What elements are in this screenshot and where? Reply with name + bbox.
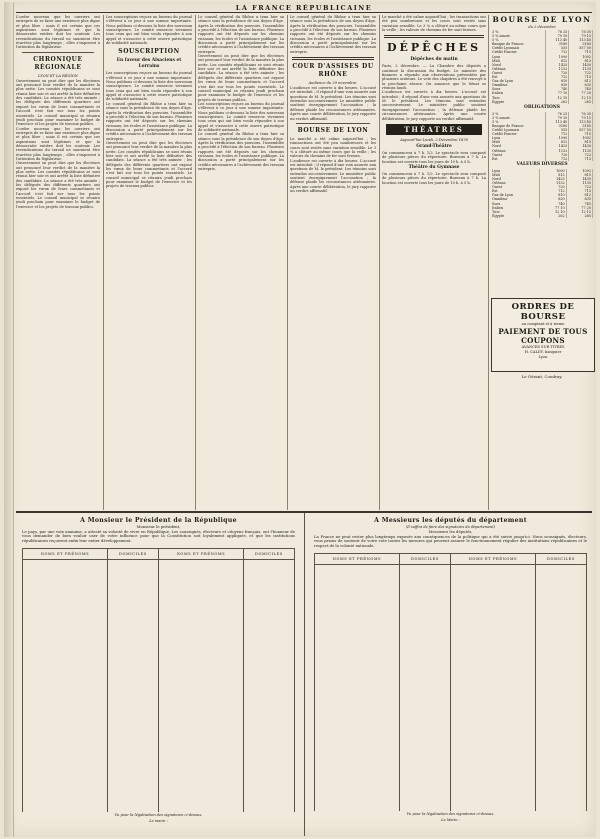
masthead-rule xyxy=(16,12,592,13)
bourse-cell-label: Est xyxy=(491,189,540,193)
signature-cell[interactable] xyxy=(450,564,535,811)
bourse-row xyxy=(491,100,593,104)
bourse-cell-value: 1430 xyxy=(569,63,593,67)
column-3 xyxy=(198,15,284,510)
ordres-paiement: PAIEMENT DE TOUS COUPONS xyxy=(498,327,588,345)
bourse-cell-value: 76 25 xyxy=(545,30,569,34)
column-rule xyxy=(488,15,489,510)
section-chronique-regionale: CHRONIQUE RÉGIONALE xyxy=(33,55,83,71)
column-4-body: L'audience est ouverte à dix heures. L'accusé est introduit ; il répond d'une voix assurée aux questions de M. le président. Les témoins sont entendus successivement. Le ministère public soutient énergiquement l'accusation ; la défense plaide les circonstances atténuantes. Après une courte délibération, le jury rapporte un verdict affirmatif. xyxy=(290,86,376,121)
bourse-cell-value: 1132 xyxy=(545,149,569,153)
bourse-cell-label: Orléans xyxy=(491,67,545,71)
bourse-cell-value: 812 xyxy=(545,59,569,63)
bourse-cell-label: Midi xyxy=(491,59,545,63)
divider xyxy=(384,35,484,38)
bourse-cell-value: 1135 xyxy=(569,67,593,71)
bourse-cell-value: 1090 xyxy=(540,169,566,173)
bourse-cell-value: 79 15 xyxy=(569,116,593,120)
bourse-cell-label: Nord xyxy=(491,63,545,67)
bourse-cell-value: 715 xyxy=(569,132,593,136)
bourse-cell-value: 77 10 xyxy=(545,91,569,95)
petition-president-title: A Monsieur le Président de la République xyxy=(80,517,237,524)
col-header: NOMS ET PRÉNOMS xyxy=(23,548,108,559)
bourse-cell-value: 12 10 xyxy=(545,96,569,100)
divider xyxy=(296,123,370,124)
bourse-row xyxy=(491,157,593,161)
bourse-cell-label: Midi xyxy=(491,140,545,144)
ordres-avances: AVANCES SUR TITRES xyxy=(521,345,565,349)
bourse-cell-value: 1135 xyxy=(566,181,592,185)
bourse-cell-value: 262 xyxy=(540,214,566,218)
signature-table xyxy=(22,548,295,812)
column-1-body-cont2: Ouvertement on peut dire que les électeurs ont prononcé leur verdict de la manière la plus nette. Les comités républicains se sont réunis hier soir et ont arrêté la liste définitive des candidats. La séance a été très animée ; les délégués des différents quartiers ont exposé les vœux de leurs commettants et l'accord s'est fait sur tous les points essentiels. Le conseil municipal se réunira jeudi prochain pour examiner le budget de l'exercice et les projets de travaux publics. xyxy=(16,161,100,209)
signature-cell[interactable] xyxy=(158,559,243,812)
bourse-cell-value: 1090 xyxy=(545,136,569,140)
bourse-cell-value: 12 10 xyxy=(540,210,566,214)
bourse-cell-value: 12 15 xyxy=(566,210,592,214)
bourse-cell-value: 113 45 xyxy=(569,120,593,124)
bourse-cell-value: 79 10 xyxy=(545,34,569,38)
section-theatres: THÉATRES xyxy=(386,124,482,135)
bourse-cell-value: 1092 xyxy=(569,55,593,59)
section-cour-assises: COUR D'ASSISES DU RHÔNE xyxy=(292,63,374,79)
bourse-lyon-body: Le marché a été calme aujourd'hui ; les transactions ont été peu nombreuses et les cours sont restés sans variation sensible. Le 3 % a clôturé au même cours que la veille ; les valeurs de chemins de fer sont fermes. xyxy=(290,136,376,159)
ordres-de-bourse-ad xyxy=(491,298,595,372)
bourse-cell-value: 1425 xyxy=(545,63,569,67)
bourse-cell-label: Italien xyxy=(491,91,545,95)
bourse-cell-value: 715 xyxy=(569,75,593,79)
theatre-grand-theatre: Grand-Théâtre xyxy=(416,143,452,149)
ordres-banker: H. CALDY, banquier xyxy=(524,350,562,354)
bourse-cell-value: 77 20 xyxy=(569,91,593,95)
column-rule xyxy=(379,15,380,510)
ordres-address: Lyon xyxy=(538,354,548,359)
bourse-title: BOURSE DE LYON xyxy=(492,15,592,24)
column-1-body-cont: L'ordre nouveau que les ouvriers ont entrepris de se faire une existence plus digne et plus libre ; mais il est certain que ces aspirations sont légitimes et que la démocratie entière doit les soutenir. Les revendications du travail ne sauraient être écartées plus longtemps ; elles s'imposent à l'attention du législateur. xyxy=(16,126,100,161)
column-1 xyxy=(16,15,100,510)
bourse-cell-value: 79 15 xyxy=(569,34,593,38)
bourse-cell-value: 740 xyxy=(545,87,569,91)
bourse-cell-label: Crédit Lyonnais xyxy=(491,46,545,50)
bourse-cell-value: 265 xyxy=(566,214,592,218)
signature-cell[interactable] xyxy=(107,559,158,812)
depeches-body: Paris, 2 décembre. — La Chambre des députés a continué la discussion du budget. Le ministre des finances a répondu aux observations présentées par plusieurs orateurs. Le vote des chapitres a été renvoyé à la prochaine séance. On annonce que le Sénat se réunira lundi. xyxy=(382,64,486,91)
bourse-cell-value: 815 xyxy=(569,59,593,63)
column-2-body-cont2: Le conseil général du Rhône a tenu hier sa séance sous la présidence de son doyen d'âge. Après la vérification des pouvoirs, l'assemblée a procédé à l'élection de son bureau. Plusieurs rapports ont été déposés sur les chemins vicinaux, les écoles et l'assistance publique. La discussion a porté principalement sur les crédits nécessaires à l'achèvement des travaux entrepris. xyxy=(106,101,192,141)
column-5 xyxy=(382,15,486,510)
bourse-cell-value: 555 xyxy=(545,128,569,132)
petition-president xyxy=(16,516,301,834)
bourse-cell-value: 810 xyxy=(540,193,566,197)
col-header: DOMICILES xyxy=(399,553,450,564)
bourse-cell-label: Est xyxy=(491,157,545,161)
bourse-cell-label: Lyon xyxy=(491,136,545,140)
depeches-body-cont: L'audience est ouverte à dix heures. L'accusé est introduit ; il répond d'une voix assurée aux questions de M. le président. Les témoins sont entendus successivement. Le ministère public soutient énergiquement l'accusation ; la défense plaide les circonstances atténuantes. Après une courte délibération, le jury rapporte un verdict affirmatif. xyxy=(382,90,486,121)
bourse-cell-label: Lyon xyxy=(491,169,540,173)
bourse-cell-value: 815 xyxy=(566,173,592,177)
signature-cell[interactable] xyxy=(23,559,108,812)
depeches-subtitle: Dépêches du matin xyxy=(410,57,458,63)
bourse-cell-label: Banque de France xyxy=(491,124,545,128)
maire-label: Le Maire : xyxy=(441,817,460,822)
section-souscription: SOUSCRIPTION xyxy=(118,48,180,56)
legalisation-note: Vu pour la légalisation des signatures ci-dessus. xyxy=(406,811,495,816)
gerant-signature: Le Gérant, Coudray. xyxy=(521,374,563,379)
bourse-cell-value: 712 xyxy=(540,189,566,193)
theatre-gymnase: Théâtre du Gymnase xyxy=(408,164,460,170)
petition-deputes-body: La France ne peut rester plus longtemps exposée aux conséquences de la politique qui a été suivie jusqu'ici. Nous soussignés, électeurs, vous prions de soutenir de votre vote toutes les mesures qui peuvent assurer le fonctionnement régulier des institutions républicaines et le respect de la volonté nationale. xyxy=(314,533,587,549)
bourse-cell-label: Orléans xyxy=(491,149,545,153)
ordres-title: ORDRES DE BOURSE xyxy=(511,302,575,322)
bourse-cell-value: 557 50 xyxy=(569,46,593,50)
bourse-cell-label: Gaz de Lyon xyxy=(491,79,545,83)
bourse-table-2 xyxy=(491,112,593,161)
bourse-cell-value: 745 xyxy=(569,87,593,91)
bourse-cell-value: 1132 xyxy=(540,181,566,185)
column-3-body-cont3: Le conseil général du Rhône a tenu hier sa séance sous la présidence de son doyen d'âge. Après la vérification des pouvoirs, l'assemblée a procédé à l'élection de son bureau. Plusieurs rapports ont été déposés sur les chemins vicinaux, les écoles et l'assistance publique. La discussion a porté principalement sur les crédits nécessaires à l'achèvement des travaux entrepris. xyxy=(198,132,284,172)
bourse-cell-value: 77 10 xyxy=(540,206,566,210)
bourse-cell-label: Banque de France xyxy=(491,42,545,46)
theatres-date: Aujourd'hui Lundi, 2 Décembre 1878 xyxy=(400,137,468,142)
column-4-intro: Le conseil général du Rhône a tenu hier sa séance sous la présidence de son doyen d'âge. Après la vérification des pouvoirs, l'assemblée a procédé à l'élection de son bureau. Plusieurs rapports ont été déposés sur les chemins vicinaux, les écoles et l'assistance publique. La discussion a porté principalement sur les crédits nécessaires à l'achèvement des travaux entrepris. xyxy=(290,15,376,54)
bourse-cell-value: 1430 xyxy=(566,177,592,181)
bourse-cell-value: 715 xyxy=(569,50,593,54)
bourse-cell-value: 265 xyxy=(569,100,593,104)
bourse-cell-value: 1092 xyxy=(566,169,592,173)
bourse-cell-value: 76 25 xyxy=(545,112,569,116)
bourse-cell-value: 1425 xyxy=(540,177,566,181)
column-4-body-cont: L'audience est ouverte à dix heures. L'accusé est introduit ; il répond d'une voix assurée aux questions de M. le président. Les témoins sont entendus successivement. Le ministère public soutient énergiquement l'accusation ; la défense plaide les circonstances atténuantes. Après une courte délibération, le jury rapporte un verdict affirmatif. xyxy=(290,158,376,193)
section-subtitle: LYON ET LA RÉGION xyxy=(38,73,78,78)
bourse-cell-value: 745 xyxy=(566,202,592,206)
column-5-intro: Le marché a été calme aujourd'hui ; les transactions ont été peu nombreuses et les cours sont restés sans variation sensible. Le 3 % a clôturé au même cours que la veille ; les valeurs de chemins de fer sont fermes. xyxy=(382,15,486,33)
column-4 xyxy=(290,15,376,510)
bourse-cell-label: Orléans xyxy=(491,181,540,185)
bourse-cell-value: 76 30 xyxy=(569,30,593,34)
bourse-table xyxy=(491,30,593,104)
bourse-cell-value: 1430 xyxy=(569,144,593,148)
column-rule xyxy=(103,15,104,510)
bourse-obligations-title: OBLIGATIONS xyxy=(524,104,560,110)
section-bourse-lyon: BOURSE DE LYON xyxy=(297,126,369,134)
col-header: DOMICILES xyxy=(107,548,158,559)
bourse-cell-value: 113 45 xyxy=(569,38,593,42)
bourse-cell-label: Omnibus xyxy=(491,83,545,87)
signature-cell[interactable] xyxy=(399,564,450,811)
bourse-cell-label: Nord xyxy=(491,177,540,181)
bourse-cell-value: 1092 xyxy=(569,136,593,140)
bourse-cell-value: 1132 xyxy=(545,67,569,71)
souscription-subtitle: En faveur des Alsaciens et Lorrains xyxy=(116,58,182,70)
column-1-intro: L'ordre nouveau que les ouvriers ont entrepris de se faire une existence plus digne et plus libre ; mais il est certain que ces aspirations sont légitimes et que la démocratie entière doit les soutenir. Les revendications du travail ne sauraient être écartées plus longtemps ; elles s'imposent à l'attention du législateur. xyxy=(16,15,100,50)
column-3-body-cont2: Les souscriptions reçues au bureau du journal s'élèvent à ce jour à une somme importante. Nous publions ci-dessous la liste des nouveaux souscripteurs. Le comité remercie vivement tous ceux qui ont bien voulu répondre à son appel et s'associer à cette œuvre patriotique de solidarité nationale. xyxy=(198,101,284,132)
signature-cell[interactable] xyxy=(315,564,400,811)
theatre-body: On commencera à 7 h. 1/2. Le spectacle sera composé de plusieurs pièces du répertoire. Bureaux à 7 h. La location est ouverte tous les jours de 10 h. à 5 h. xyxy=(382,150,486,164)
bourse-cell-value: 555 xyxy=(545,46,569,50)
bourse-cell-value: 810 xyxy=(545,79,569,83)
signature-cell[interactable] xyxy=(535,564,586,811)
bourse-cell-label: 3 % xyxy=(491,30,545,34)
bourse-cell-value: 1425 xyxy=(545,144,569,148)
newspaper-page xyxy=(4,2,596,837)
column-rule xyxy=(287,15,288,510)
bourse-cell-value: 722 xyxy=(569,153,593,157)
bourse-cell-label: Crédit Lyonnais xyxy=(491,128,545,132)
bourse-cell-value: 830 xyxy=(540,197,566,201)
col-header: DOMICILES xyxy=(535,553,586,564)
column-3-body-cont: Ouvertement on peut dire que les électeurs ont prononcé leur verdict de la manière la plus nette. Les comités républicains se sont réunis hier soir et ont arrêté la liste définitive des candidats. La séance a été très animée ; les délégués des différents quartiers ont exposé les vœux de leurs commettants et l'accord s'est fait sur tous les points essentiels. Le conseil municipal se réunira jeudi prochain pour examiner le budget de l'exercice et les projets de travaux publics. xyxy=(198,54,284,102)
bourse-cell-value: 715 xyxy=(569,157,593,161)
bourse-cell-value: 1135 xyxy=(569,149,593,153)
bourse-cell-value: 715 xyxy=(566,189,592,193)
bourse-cell-label: 3 % amort. xyxy=(491,116,545,120)
masthead-title: LA FRANCE RÉPUBLICAINE xyxy=(235,4,373,12)
petition-deputes-title: A Messieurs les députés du département xyxy=(374,517,527,524)
bourse-cell-value: 76 30 xyxy=(569,112,593,116)
signature-table xyxy=(314,553,587,811)
bourse-cell-label: Crédit Foncier xyxy=(491,50,545,54)
bourse-cell-value: 720 xyxy=(545,71,569,75)
bourse-table-3 xyxy=(491,169,593,218)
column-3-body: Le conseil général du Rhône a tenu hier sa séance sous la présidence de son doyen d'âge. Après la vérification des pouvoirs, l'assemblée a procédé à l'élection de son bureau. Plusieurs rapports ont été déposés sur les chemins vicinaux, les écoles et l'assistance publique. La discussion a porté principalement sur les crédits nécessaires à l'achèvement des travaux entrepris. xyxy=(198,15,284,54)
bourse-cell-value: 812 xyxy=(545,140,569,144)
petition-deputes-subtitle: (Il suffira de faire des signatures du département) xyxy=(405,525,496,529)
petition-deputes xyxy=(308,516,593,834)
bourse-cell-label: Suez xyxy=(491,87,545,91)
ordres-sub: au comptant et à terme xyxy=(521,322,565,326)
bourse-cell-label: Gaz de Lyon xyxy=(491,193,540,197)
divider xyxy=(292,57,374,60)
bourse-cell-value: 812 xyxy=(569,79,593,83)
bourse-cell-value: 77 20 xyxy=(566,206,592,210)
bourse-cell-value: 3185 xyxy=(569,124,593,128)
bourse-cell-value: 812 xyxy=(566,193,592,197)
section-depeches: DÉPÊCHES xyxy=(386,41,482,55)
bourse-cell-value: 815 xyxy=(569,140,593,144)
bourse-cell-value: 720 xyxy=(540,185,566,189)
column-1-body: Ouvertement on peut dire que les électeurs ont prononcé leur verdict de la manière la plus nette. Les comités républicains se sont réunis hier soir et ont arrêté la liste définitive des candidats. La séance a été très animée ; les délégués des différents quartiers ont exposé les vœux de leurs commettants et l'accord s'est fait sur tous les points essentiels. Le conseil municipal se réunira jeudi prochain pour examiner le budget de l'exercice et les projets de travaux publics. xyxy=(16,78,100,127)
bourse-cell-label: Lyon xyxy=(491,55,545,59)
bourse-cell-value: 79 10 xyxy=(545,116,569,120)
bourse-cell-label: Turc xyxy=(491,96,545,100)
bourse-cell-label: Égypte xyxy=(491,214,540,218)
bourse-cell-label: Italien xyxy=(491,206,540,210)
petition-president-salutation: Monsieur le président, xyxy=(136,524,181,529)
cour-assises-date: Audience du 29 novembre. xyxy=(308,81,358,86)
bourse-cell-label: Ouest xyxy=(491,71,545,75)
petition-center-rule xyxy=(304,513,305,836)
bourse-cell-value: 557 50 xyxy=(569,128,593,132)
bourse-cell-value: 712 xyxy=(545,157,569,161)
bourse-column xyxy=(491,15,593,295)
column-2-body: Les souscriptions reçues au bureau du journal s'élèvent à ce jour à une somme importante. Nous publions ci-dessous la liste des nouveaux souscripteurs. Le comité remercie vivement tous ceux qui ont bien voulu répondre à son appel et s'associer à cette œuvre patriotique de solidarité nationale. xyxy=(106,15,192,46)
bourse-cell-value: 3185 xyxy=(569,42,593,46)
signature-cell[interactable] xyxy=(243,559,294,812)
bourse-cell-label: Midi xyxy=(491,173,540,177)
bourse-cell-value: 835 xyxy=(566,197,592,201)
bourse-cell-label: Est xyxy=(491,75,545,79)
col-header: NOMS ET PRÉNOMS xyxy=(158,548,243,559)
bourse-cell-label: Ouest xyxy=(491,153,545,157)
bourse-cell-value: 3180 xyxy=(545,124,569,128)
bourse-cell-value: 3180 xyxy=(545,42,569,46)
col-header: DOMICILES xyxy=(243,548,294,559)
bourse-cell-value: 12 15 xyxy=(569,96,593,100)
bourse-cell-label: Crédit Foncier xyxy=(491,132,545,136)
bourse-cell-value: 835 xyxy=(569,83,593,87)
bourse-cell-label: Suez xyxy=(491,202,540,206)
petition-deputes-salutation: Messieurs les députés, xyxy=(428,529,473,534)
bourse-cell-value: 722 xyxy=(569,71,593,75)
bourse-cell-value: 712 xyxy=(545,132,569,136)
page-binding-edge xyxy=(4,2,14,837)
col-header: NOMS ET PRÉNOMS xyxy=(315,553,400,564)
column-2-body-cont: Les souscriptions reçues au bureau du journal s'élèvent à ce jour à une somme importante. Nous publions ci-dessous la liste des nouveaux souscripteurs. Le comité remercie vivement tous ceux qui ont bien voulu répondre à son appel et s'associer à cette œuvre patriotique de solidarité nationale. xyxy=(106,71,192,102)
legalisation-note: Vu pour la légalisation des signatures ci-dessus. xyxy=(114,812,203,817)
bourse-cell-value: 722 xyxy=(566,185,592,189)
bourse-cell-value: 740 xyxy=(540,202,566,206)
bourse-cell-label: 5 % xyxy=(491,38,545,42)
maire-label: Le maire : xyxy=(149,818,168,823)
bourse-cell-value: 720 xyxy=(545,153,569,157)
bourse-date: du 2 décembre xyxy=(528,25,556,29)
bourse-cell-value: 712 xyxy=(545,50,569,54)
column-rule xyxy=(195,15,196,510)
bourse-row xyxy=(491,214,593,218)
bourse-cell-value: 1090 xyxy=(545,55,569,59)
bourse-cell-label: Égypte xyxy=(491,100,545,104)
bourse-valeurs-title: VALEURS DIVERSES xyxy=(516,161,568,167)
bourse-cell-label: 3 % xyxy=(491,112,545,116)
theatre-body-2: On commencera à 7 h. 1/2. Le spectacle sera composé de plusieurs pièces du répertoire. Bureaux à 7 h. La location est ouverte tous les jours de 10 h. à 5 h. xyxy=(382,171,486,185)
bourse-cell-value: 262 xyxy=(545,100,569,104)
bourse-cell-label: Turc xyxy=(491,210,540,214)
bourse-cell-label: Omnibus xyxy=(491,197,540,201)
petition-president-body: Le pays, par une voix unanime, a attesté sa volonté de vivre en République. Les soussignés, électeurs et citoyens français, ont l'honneur de vous demander de bien vouloir user de votre influence pour que la Constitution soit loyalement appliquée, et que les institutions républicaines reçoivent enfin leur entier développement. xyxy=(22,528,295,544)
bourse-cell-label: 5 % xyxy=(491,120,545,124)
column-2-body-cont3: Ouvertement on peut dire que les électeurs ont prononcé leur verdict de la manière la plus nette. Les comités républicains se sont réunis hier soir et ont arrêté la liste définitive des candidats. La séance a été très animée ; les délégués des différents quartiers ont exposé les vœux de leurs commettants et l'accord s'est fait sur tous les points essentiels. Le conseil municipal se réunira jeudi prochain pour examiner le budget de l'exercice et les projets de travaux publics. xyxy=(106,140,192,189)
bourse-cell-label: Ouest xyxy=(491,185,540,189)
bourse-cell-value: 812 xyxy=(540,173,566,177)
bourse-cell-value: 712 xyxy=(545,75,569,79)
bourse-cell-value: 113 40 xyxy=(545,38,569,42)
column-2 xyxy=(106,15,192,510)
bourse-cell-label: 3 % amort. xyxy=(491,34,545,38)
col-header: NOMS ET PRÉNOMS xyxy=(450,553,535,564)
divider xyxy=(22,52,94,53)
bourse-cell-value: 830 xyxy=(545,83,569,87)
bourse-cell-value: 113 40 xyxy=(545,120,569,124)
bourse-cell-label: Nord xyxy=(491,144,545,148)
